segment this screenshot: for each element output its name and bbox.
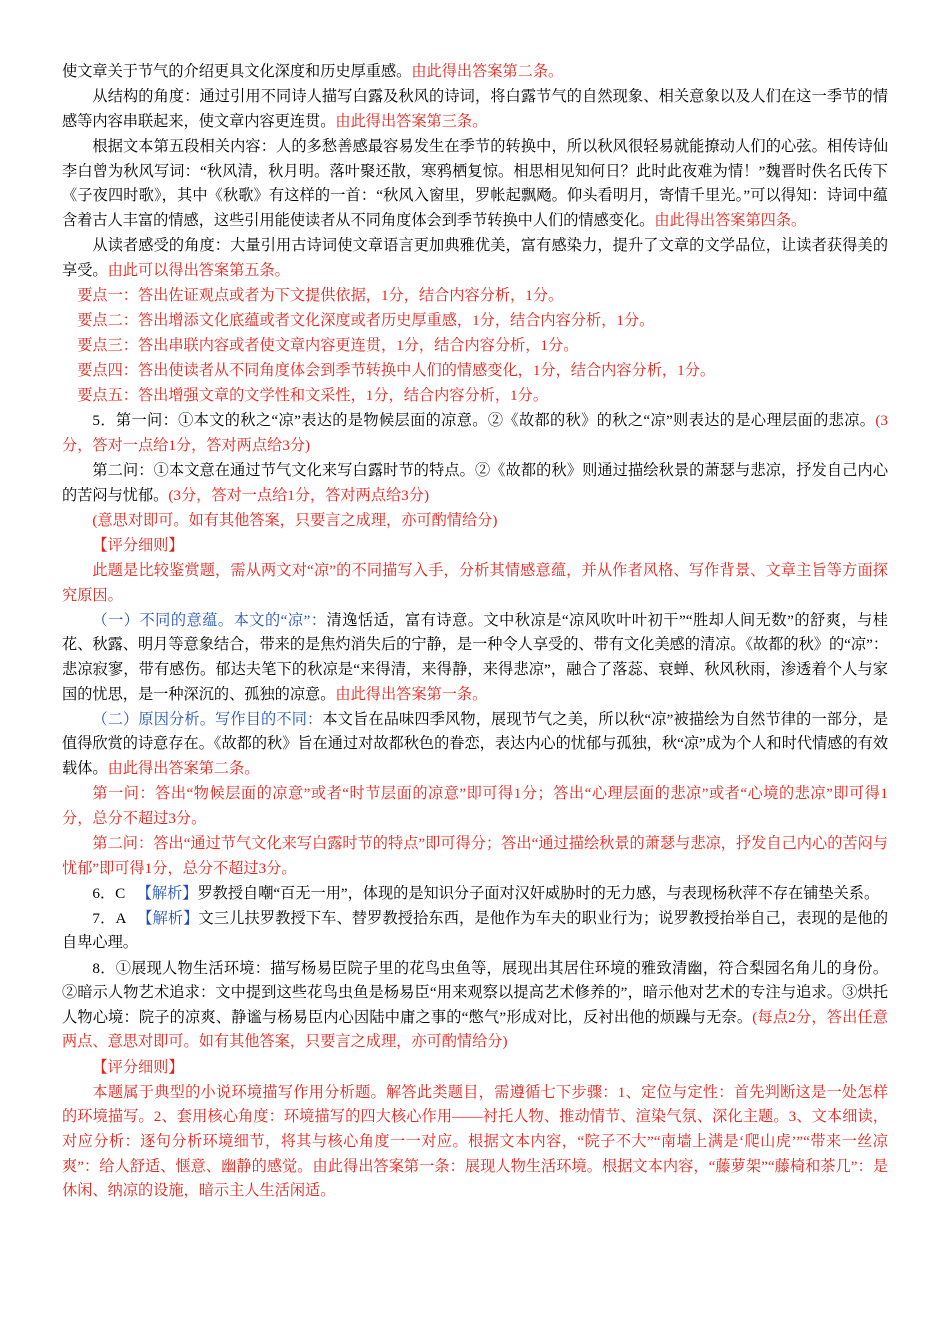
text-run: 由此得出答案第一条：展现人物生活环境。 [312, 1157, 602, 1175]
paragraph [62, 234, 888, 283]
scoring-note [62, 509, 888, 534]
paragraph [62, 1081, 888, 1204]
text-run: 文三儿扶罗教授下车、替罗教授拾东西，是他作为车夫的职业行为；说罗教授抬举自己，表现的是他的自卑心理。 [62, 909, 888, 952]
text-run: 从读者感受的角度：大量引用古诗词使文章语言更加典雅优美，富有感染力，提升了文章的文学品位，让读者获得美的享受。 [62, 236, 888, 279]
text-run: 根据文本第五段相关内容：人的多愁善感最容易发生在季节的转换中，所以秋风很轻易就能撩动人们的心弦。相传诗仙李白曾为秋风写词：“秋风清，秋月明。落叶聚还散，寒鸦栖复惊。相思相见知何日？此时此夜难为情！”魏晋时佚名氏传下《子夜四时歌》，其中《秋歌》有这样的一首：“秋风入窗里，罗帐起飘飏。仰头看明月，寄情千里光。”可以得知：诗词中蕴含着古人丰富的情感，这些引用能使读者从不同角度体会到季节转换中人们的情感变化。 [62, 137, 888, 229]
paragraph [62, 782, 888, 831]
text-run: （一）不同的意蕴。本文的“凉”： [92, 611, 327, 629]
text-run: 由此可以得出答案第五条。 [107, 261, 290, 279]
question-8-answer [62, 957, 888, 1056]
text-run: 根据文本内容，“藤萝架”“藤椅和茶几”：是休闲、纳凉的设施，暗示主人生活闲适。 [62, 1157, 888, 1200]
paragraph [62, 60, 888, 85]
scoring-rubric-heading [62, 534, 888, 559]
text-run: 从结构的角度：通过引用不同诗人描写白露及秋风的诗词，将白露节气的自然现象、相关意象以及人们在这一季节的情感等内容串联起来，使文章内容更连贯。 [62, 88, 888, 130]
text-run: 要点三：答出串联内容或者使文章内容更连贯，1分，结合内容分析，1分。 [77, 336, 579, 354]
text-run: 清逸恬适，富有诗意。文中秋凉是“凉风吹叶叶初干”“胜却人间无数”的舒爽，与桂花、秋露、明月等意象结合，带来的是焦灼消失后的宁静，是一种令人享受的、带有文化美感的清凉。《故都的秋》的“凉”：悲凉寂寥，带有感伤。郁达夫笔下的秋凉是“来得清，来得静，来得悲凉”，融合了落蕊、衰蝉、秋风秋雨，渗透着个人与家国的忧思，是一种深沉的、孤独的凉意。 [62, 611, 889, 703]
text-run: 由此得出答案第二条。 [107, 760, 260, 777]
question-5-part-1 [62, 409, 888, 458]
paragraph [62, 609, 888, 708]
text-run: 6．C [92, 884, 145, 902]
document-body [62, 60, 888, 1204]
text-run: 罗教授自嘲“百无一用”，体现的是知识分子面对汉奸威胁时的无力感，与表现杨秋萍不存在铺垫关系。 [197, 884, 880, 902]
analysis-label: 【解析】 [144, 884, 198, 902]
text-run: 要点四：答出使读者从不同角度体会到季节转换中人们的情感变化，1分，结合内容分析，1分。 [77, 362, 716, 379]
text-run: 7．A [92, 909, 145, 927]
text-run: 使文章关于节气的介绍更具文化深度和历史厚重感。 [62, 63, 412, 80]
text-run: 8．①展现人物生活环境：描写杨易臣院子里的花鸟虫鱼等，展现出其居住环境的雅致清幽，符合梨园名角儿的身份。②暗示人物艺术追求：文中提到这些花鸟虫鱼是杨易臣“用来观察以提高艺术修养的”，暗示他对艺术的专注与追求。③烘托人物心境：院子的凉爽、静谧与杨易臣内心因陆中庸之事的“憋气”形成对比，反衬出他的烦躁与无奈。 [62, 959, 888, 1026]
text-run: 本文旨在品味四季风物，展现节气之美，所以秋“凉”被描绘为自然节律的一部分，是值得欣赏的诗意存在。《故都的秋》旨在通过对故都秋色的眷恋，表达内心的忧郁与孤独，秋“凉”成为个人和时代情感的有效载体。 [62, 710, 889, 777]
scoring-point-2 [62, 309, 888, 334]
question-5-part-2 [62, 459, 888, 508]
text-run: 要点二：答出增添文化底蕴或者文化深度或者历史厚重感，1分，结合内容分析，1分。 [77, 311, 655, 329]
text-run: 【评分细则】 [92, 1058, 184, 1076]
text-run: 由此得出答案第四条。 [654, 211, 807, 229]
text-run: 第二问：答出“通过节气文化来写白露时节的特点”即可得分；答出“通过描绘秋景的萧瑟与悲凉，抒发自己内心的苦闷与忧郁”即可得1分，总分不超过3分。 [62, 834, 888, 877]
text-run: 第一问：答出“物候层面的凉意”或者“时节层面的凉意”即可得1分；答出“心理层面的悲凉”或者“心境的悲凉”即可得1分，总分不超过3分。 [62, 785, 888, 827]
text-run: 要点一：答出佐证观点或者为下文提供依据，1分，结合内容分析，1分。 [77, 286, 564, 304]
paragraph [62, 708, 888, 782]
question-6-answer [62, 882, 888, 907]
text-run: 【评分细则】 [92, 536, 184, 554]
scoring-point-5 [62, 384, 888, 409]
question-7-answer [62, 907, 888, 956]
text-run: 此题是比较鉴赏题，需从两文对“凉”的不同描写入手，分析其情感意蕴，并从作者风格、写作背景、文章主旨等方面探究原因。 [62, 562, 888, 604]
text-run: 由此得出答案第二条。 [411, 63, 564, 80]
paragraph [62, 85, 888, 134]
scoring-rubric-heading [62, 1056, 888, 1081]
text-run: 第二问：①本文意在通过节气文化来写白露时节的特点。②《故都的秋》则通过描绘秋景的萧瑟与悲凉，抒发自己内心的苦闷与忧郁。 [62, 462, 888, 504]
paragraph [62, 135, 888, 234]
text-run: 由此得出答案第三条。 [335, 112, 488, 130]
paragraph [62, 832, 888, 881]
text-run: 5．第一问：①本文的秋之“凉”表达的是物候层面的凉意。②《故都的秋》的秋之“凉”则表达的是心理层面的悲凉。 [92, 412, 876, 430]
text-run: （二）原因分析。写作目的不同： [92, 710, 323, 728]
scoring-point-1 [62, 284, 888, 309]
scoring-point-3 [62, 334, 888, 359]
text-run: (3分，答对一点给1分，答对两点给3分) [168, 486, 430, 504]
text-run: 本题属于典型的小说环境描写作用分析题。解答此类题目，需遵循七下步骤：1、定位与定性：首先判断这是一处怎样的环境描写。2、套用核心角度：环境描写的四大核心作用——衬托人物、推动情节、渲染气氛、深化主题。3、文本细读，对应分析：逐句分析环境细节，将其与核心角度一一对应。根据文本内容，“院子不大”“南墙上满是‘爬山虎’”“带来一丝凉爽”：给人舒适、惬意、幽静的感觉。 [62, 1083, 888, 1175]
text-run: (每点2分，答出任意两点、意思对即可。如有其他答案，只要言之成理，亦可酌情给分) [62, 1008, 888, 1051]
analysis-label: 【解析】 [144, 909, 199, 927]
text-run: 由此得出答案第一条。 [335, 685, 488, 703]
scoring-point-4 [62, 359, 888, 384]
text-run: (3分，答对一点给1分，答对两点给3分) [62, 412, 888, 454]
paragraph [62, 559, 888, 608]
text-run: (意思对即可。如有其他答案，只要言之成理，亦可酌情给分) [92, 511, 498, 529]
text-run: 要点五：答出增强文章的文学性和文采性，1分，结合内容分析，1分。 [77, 387, 548, 405]
